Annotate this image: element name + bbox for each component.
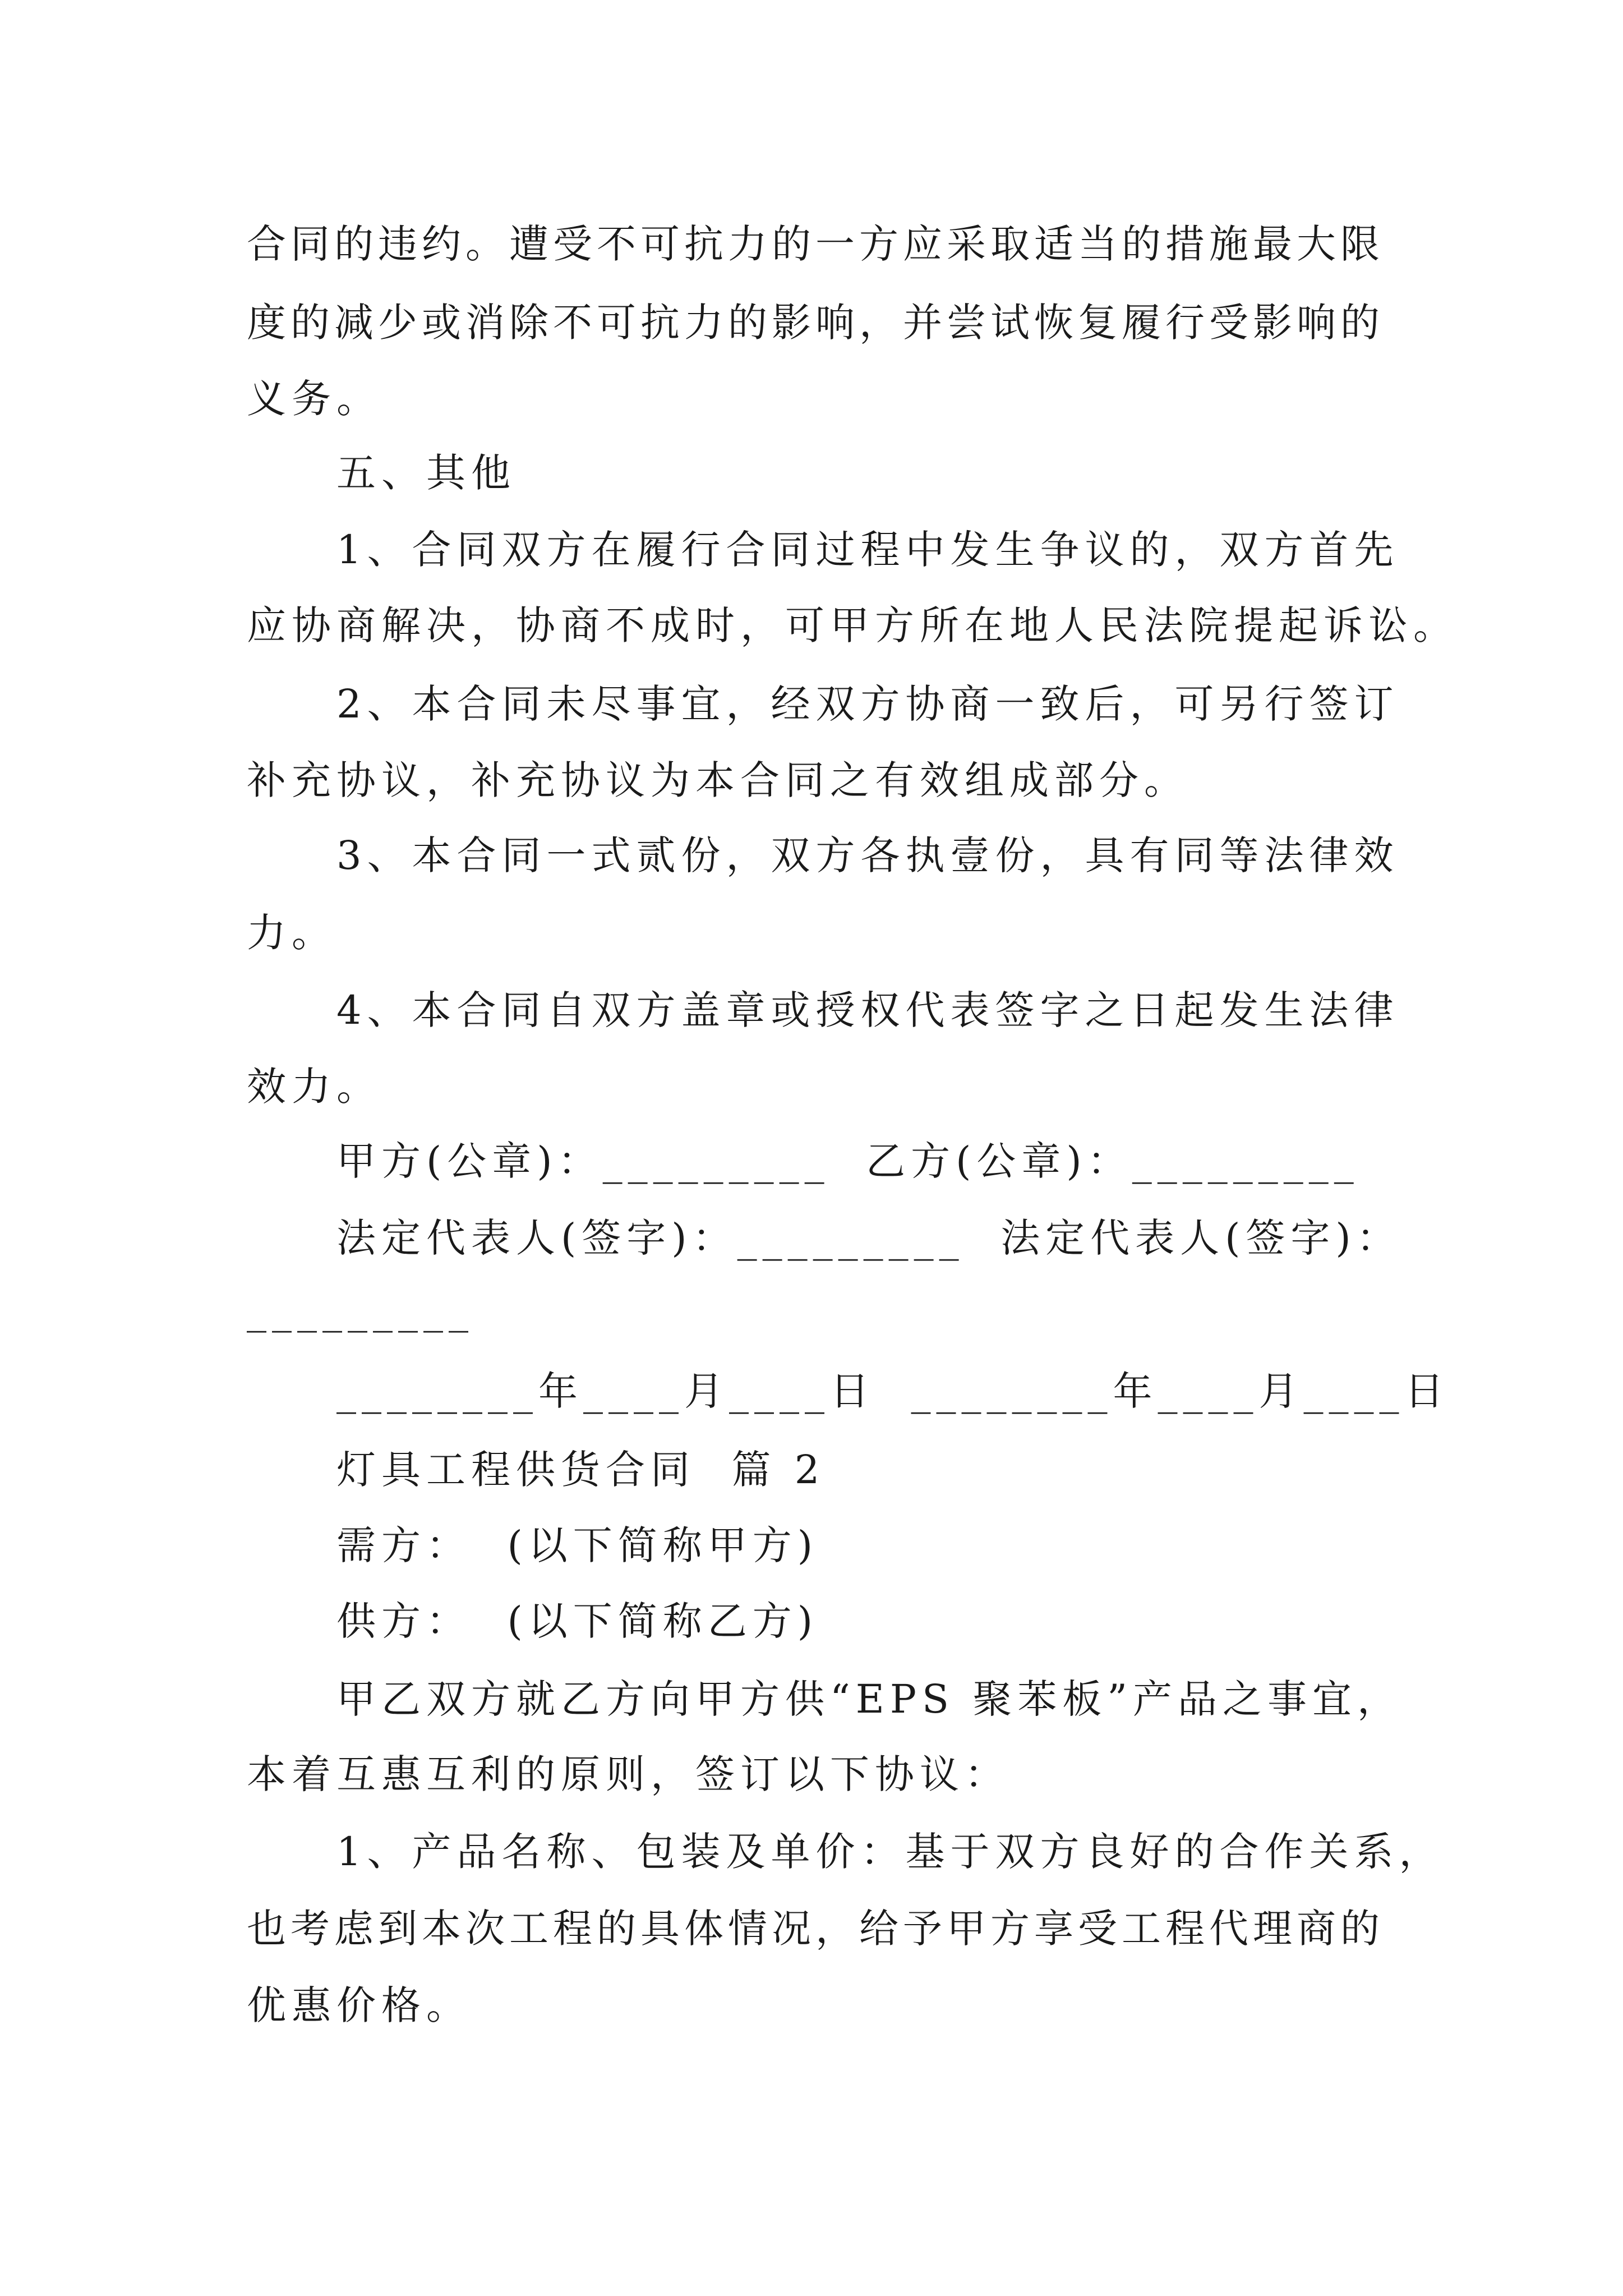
glyph: 影 (772, 300, 811, 346)
signature-party-line: 甲方(公章)：_________ 乙方(公章)：_________ (336, 1138, 1359, 1184)
clause-line: 3、本合同一式贰份，双方各执壹份，具有同等法律效 (336, 832, 1399, 878)
clause-line: 2、本合同未尽事宜，经双方协商一致后，可另行签订 (336, 681, 1399, 727)
glyph: 除 (509, 300, 548, 346)
glyph: 复 (1078, 300, 1117, 346)
glyph: 力 (728, 221, 767, 267)
glyph: 受 (553, 221, 592, 267)
glyph: 约 (422, 221, 461, 267)
glyph: 抗 (640, 300, 680, 346)
glyph: 应 (903, 221, 942, 267)
glyph: 恢 (1034, 300, 1073, 346)
clause-line: 1、产品名称、包装及单价：基于双方良好的合作关系， (336, 1829, 1444, 1875)
clause-line: 1、合同双方在履行合同过程中发生争议的，双方首先 (336, 527, 1399, 573)
glyph: 最 (1253, 221, 1292, 267)
glyph: 违 (378, 221, 417, 267)
glyph: 履 (1122, 300, 1161, 346)
glyph: 不 (553, 300, 592, 346)
glyph: 可 (640, 221, 680, 267)
glyph: 不 (597, 221, 636, 267)
glyph: 取 (990, 221, 1030, 267)
glyph: 少 (378, 300, 417, 346)
glyph: 情 (728, 1906, 767, 1952)
glyph: 的 (772, 221, 811, 267)
glyph: 况 (772, 1906, 811, 1952)
clause-line: 补充协议，补充协议为本合同之有效组成部分。 (247, 757, 1189, 803)
glyph: 甲 (947, 1906, 986, 1952)
intro-line: 甲乙双方就乙方向甲方供“EPS 聚苯板”产品之事宜， (336, 1676, 1402, 1722)
section-heading: 五、其他 (336, 450, 516, 496)
glyph: 考 (291, 1906, 330, 1952)
glyph: 并 (903, 300, 942, 346)
glyph: 尝 (947, 300, 986, 346)
buyer-line: 需方： (以下简称甲方) (336, 1522, 819, 1568)
clause-line: 4、本合同自双方盖章或授权代表签字之日起发生法律 (336, 987, 1399, 1033)
glyph: 受 (1078, 1906, 1117, 1952)
glyph: 大 (1297, 221, 1336, 267)
clause-line: 力。 (247, 910, 336, 956)
glyph: 影 (1253, 300, 1292, 346)
glyph: 虑 (334, 1906, 374, 1952)
clause-line: 应协商解决，协商不成时，可甲方所在地人民法院提起诉讼。 (247, 602, 1458, 648)
glyph: 也 (247, 1906, 286, 1952)
glyph: 工 (509, 1906, 548, 1952)
paragraph-line (247, 1906, 1380, 1952)
glyph: 试 (990, 300, 1030, 346)
glyph: 方 (990, 1906, 1030, 1952)
glyph: 的 (728, 300, 767, 346)
glyph: 的 (1122, 221, 1161, 267)
glyph: 方 (859, 221, 898, 267)
signature-representative-line: 法定代表人(签字)：_________ 法定代表人(签字)： (336, 1215, 1401, 1261)
intro-line: 本着互惠互利的原则，签订以下协议： (247, 1751, 1009, 1797)
glyph: 或 (422, 300, 461, 346)
glyph: 代 (1209, 1906, 1248, 1952)
glyph: 理 (1253, 1906, 1292, 1952)
glyph: 施 (1209, 221, 1248, 267)
glyph: 当 (1078, 221, 1117, 267)
glyph: 减 (334, 300, 374, 346)
glyph: 的 (334, 221, 374, 267)
glyph: 的 (1340, 1906, 1380, 1952)
glyph: 采 (947, 221, 986, 267)
glyph: 响 (815, 300, 855, 346)
paragraph-line (247, 221, 1380, 267)
glyph: 的 (291, 300, 330, 346)
glyph: 的 (597, 1906, 636, 1952)
contract-title: 灯具工程供货合同 篇 2 (336, 1447, 826, 1493)
clause-line: 效力。 (247, 1064, 381, 1110)
glyph: 同 (291, 221, 330, 267)
paragraph-line: 义务。 (247, 376, 381, 422)
glyph: 到 (378, 1906, 417, 1952)
signature-blank: _________ (247, 1287, 474, 1333)
clause-line: 优惠价格。 (247, 1982, 471, 2028)
glyph: 受 (1209, 300, 1248, 346)
glyph: 适 (1034, 221, 1073, 267)
glyph: 程 (553, 1906, 592, 1952)
glyph: 工 (1122, 1906, 1161, 1952)
glyph: 力 (684, 300, 723, 346)
glyph: 行 (1165, 300, 1205, 346)
glyph: 措 (1165, 221, 1205, 267)
glyph: 一 (815, 221, 855, 267)
glyph: 响 (1297, 300, 1336, 346)
glyph: 。 (465, 221, 505, 267)
glyph: 消 (465, 300, 505, 346)
supplier-line: 供方： (以下简称乙方) (336, 1598, 819, 1644)
glyph: 本 (422, 1906, 461, 1952)
glyph: 限 (1340, 221, 1380, 267)
glyph: ， (815, 1906, 855, 1952)
glyph: 给 (859, 1906, 898, 1952)
glyph: 次 (465, 1906, 505, 1952)
glyph: 体 (684, 1906, 723, 1952)
glyph: 商 (1297, 1906, 1336, 1952)
glyph: 抗 (684, 221, 723, 267)
glyph: 程 (1165, 1906, 1205, 1952)
paragraph-line (247, 300, 1380, 346)
glyph: 遭 (509, 221, 548, 267)
glyph: 予 (903, 1906, 942, 1952)
glyph: 具 (640, 1906, 680, 1952)
glyph: 享 (1034, 1906, 1073, 1952)
glyph: ， (859, 300, 898, 346)
date-line: ________年____月____日 ________年____月____日 (336, 1368, 1450, 1414)
glyph: 合 (247, 221, 286, 267)
glyph: 可 (597, 300, 636, 346)
glyph: 的 (1340, 300, 1380, 346)
glyph: 度 (247, 300, 286, 346)
